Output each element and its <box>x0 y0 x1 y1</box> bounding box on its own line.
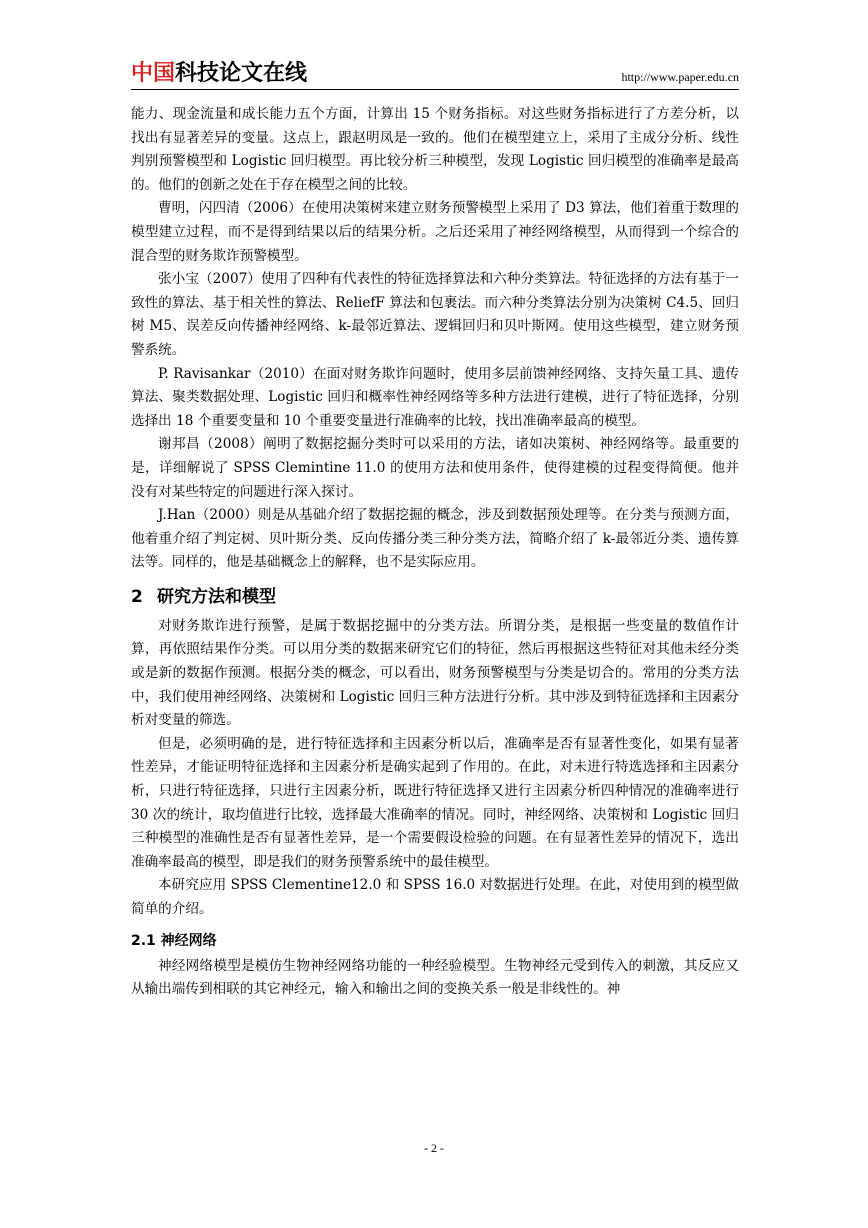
section-heading <box>131 585 739 609</box>
paragraph: 本研究应用 SPSS Clementine12.0 和 SPSS 16.0 对数据进行处理。在此，对使用到的模型做简单的介绍。 <box>131 877 739 917</box>
paragraph: 张小宝（2007）使用了四种有代表性的特征选择算法和六种分类算法。特征选择的方法有基于一致性的算法、基于相关性的算法、ReliefF 算法和包裹法。而六种分类算法分别为决策树 C4.5、回归树 M5、误差反向传播神经网络、k-最邻近算法、逻辑回归和贝叶斯网。使用这些模型，建立财务预警系统。 <box>131 271 739 358</box>
logo-red-text: 中国 <box>131 61 176 86</box>
paragraph: P. Ravisankar（2010）在面对财务欺诈问题时，使用多层前馈神经网络、支持矢量工具、遗传算法、聚类数据处理、Logistic 回归和概率性神经网络等多种方法进行建模，进行了特征选择，分别选择出 18 个重要变量和 10 个重要变量进行准确率的比较，找出准确率最高的模型。 <box>131 365 739 429</box>
paragraph: 神经网络模型是模仿生物神经网络功能的一种经验模型。生物神经元受到传入的刺激，其反应又从输出端传到相联的其它神经元，输入和输出之间的变换关系一般是非线性的。神 <box>131 957 739 998</box>
header-divider <box>131 89 739 90</box>
paragraph: J.Han（2000）则是从基础介绍了数据挖掘的概念，涉及到数据预处理等。在分类与预测方面，他着重介绍了判定树、贝叶斯分类、反向传播分类三种分类方法，简略介绍了 k-最邻近分类、遗传算法等。同样的，他是基础概念上的解释，也不是实际应用。 <box>131 507 739 571</box>
page-header <box>131 60 739 90</box>
page-number: - 2 - <box>424 1141 444 1155</box>
subsection-heading: 2.1 神经网络 <box>131 932 217 949</box>
section-number: 2 <box>131 586 143 607</box>
paragraph: 谢邦昌（2008）阐明了数据挖掘分类时可以采用的方法，诸如决策树、神经网络等。最重要的是，详细解说了 SPSS Clemintine 11.0 的使用方法和使用条件，使得建模的过程变得简便。他并没有对某些特定的问题进行深入探讨。 <box>131 436 739 500</box>
header-url[interactable]: http://www.paper.edu.cn <box>621 70 739 84</box>
paragraph: 对财务欺诈进行预警，是属于数据挖掘中的分类方法。所谓分类，是根据一些变量的数值作计算，再依照结果作分类。可以用分类的数据来研究它们的特征，然后再根据这些特征对其他未经分类或是新的数据作预测。根据分类的概念，可以看出，财务预警模型与分类是切合的。常用的分类方法中，我们使用神经网络、决策树和 Logistic 回归三种方法进行分析。其中涉及到特征选择和主因素分析对变量的筛选。 <box>131 617 739 729</box>
logo-black-text: 科技论文在线 <box>175 61 308 86</box>
logo <box>131 62 307 86</box>
section-title: 研究方法和模型 <box>157 586 276 607</box>
paragraph: 曹明，闪四清（2006）在使用决策树来建立财务预警模型上采用了 D3 算法，他们着重于数理的模型建立过程，而不是得到结果以后的结果分析。之后还采用了神经网络模型，从而得到一个综合的混合型的财务欺诈预警模型。 <box>131 200 739 264</box>
paragraph: 能力、现金流量和成长能力五个方面，计算出 15 个财务指标。对这些财务指标进行了方差分析，以找出有显著差异的变量。这点上，跟赵明凤是一致的。他们在模型建立上，采用了主成分分析、线性判别预警模型和 Logistic 回归模型。再比较分析三种模型，发现 Logistic 回归模型的准确率是最高的。他们的创新之处在于存在模型之间的比较。 <box>131 106 739 193</box>
paragraph: 但是，必须明确的是，进行特征选择和主因素分析以后，准确率是否有显著性变化，如果有显著性差异，才能证明特征选择和主因素分析是确实起到了作用的。在此，对未进行特选选择和主因素分析，只进行特征选择，只进行主因素分析，既进行特征选择又进行主因素分析四种情况的准确率进行 30 次的统计，取均值进行比较，选择最大准确率的情况。同时，神经网络、决策树和 Logistic 回归三种模型的准确性是否有显著性差异，是一个需要假设检验的问题。在有显著性差异的情况下，选出准确率最高的模型，即是我们的财务预警系统中的最佳模型。 <box>131 735 739 870</box>
page-body <box>131 103 739 1002</box>
